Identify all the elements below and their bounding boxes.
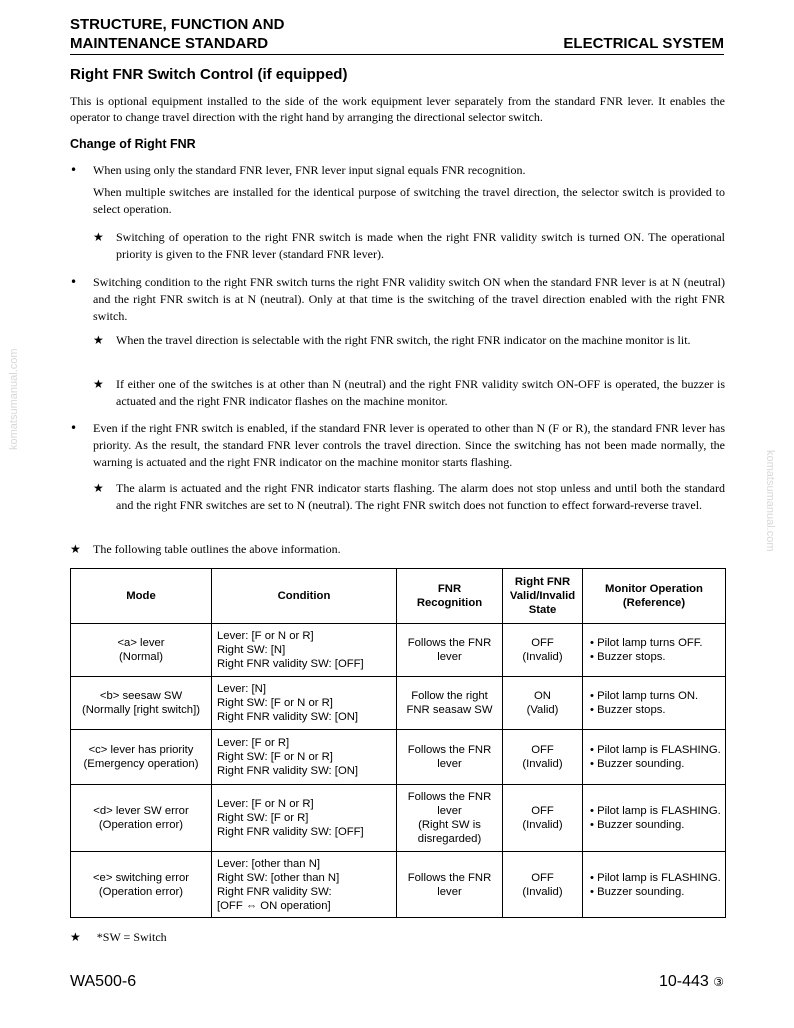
star-marker: ★ bbox=[93, 377, 104, 391]
bullet-marker: • bbox=[70, 421, 78, 435]
star-note-1: Switching of operation to the right FNR switch is made when the right FNR validity switch is turned ON. The operational priority is given to the FNR lever (standard FNR lever). bbox=[116, 230, 725, 261]
bullet-marker: • bbox=[70, 163, 78, 177]
table-row bbox=[71, 730, 726, 785]
cell-mode: <a> lever (Normal) bbox=[71, 624, 212, 677]
intro-paragraph: This is optional equipment installed to the side of the work equipment lever separately from the standard FNR lever. It enables the operator to change travel direction with the right hand by arranging the directional selector switch. bbox=[70, 94, 725, 124]
model-number: WA500-6 bbox=[70, 973, 137, 990]
cell-mode: <b> seesaw SW (Normally [right switch]) bbox=[71, 677, 212, 730]
subsection-title: Change of Right FNR bbox=[70, 137, 196, 151]
section-title: Right FNR Switch Control (if equipped) bbox=[70, 66, 348, 83]
table-row bbox=[71, 785, 726, 852]
cell-recognition: Follows the FNR lever bbox=[397, 730, 503, 785]
header-line-2: MAINTENANCE STANDARD bbox=[70, 35, 269, 52]
cell-state: ON (Valid) bbox=[503, 677, 583, 730]
cell-monitor: • Pilot lamp is FLASHING. • Buzzer sounding. bbox=[583, 785, 726, 852]
cell-mode: <d> lever SW error (Operation error) bbox=[71, 785, 212, 852]
bullet-text-2: Switching condition to the right FNR switch turns the right FNR validity switch ON when the standard FNR lever is at N (neutral) and the right FNR switch is at N (neutral). Only at that time is the switching of the travel direction enabled with the right FNR switch. bbox=[93, 275, 725, 323]
col-header-condition: Condition bbox=[212, 569, 397, 624]
cell-state: OFF (Invalid) bbox=[503, 852, 583, 918]
table-row bbox=[71, 852, 726, 918]
cell-condition: Lever: [N] Right SW: [F or N or R] Right FNR validity SW: [ON] bbox=[212, 677, 397, 730]
table-header-row bbox=[71, 569, 726, 624]
col-header-recognition: FNR Recognition bbox=[397, 569, 503, 624]
bullet-text-1-cont: When multiple switches are installed for the identical purpose of switching the travel direction, the selector switch is provided to select operation. bbox=[93, 185, 725, 216]
bullet-marker: • bbox=[70, 275, 78, 289]
cell-state: OFF (Invalid) bbox=[503, 730, 583, 785]
revision-mark: ③ bbox=[713, 975, 724, 989]
cell-condition: Lever: [F or R] Right SW: [F or N or R] Right FNR validity SW: [ON] bbox=[212, 730, 397, 785]
col-header-monitor: Monitor Operation (Reference) bbox=[583, 569, 726, 624]
page-number-text: 10-443 bbox=[658, 973, 709, 990]
cell-condition: Lever: [F or N or R] Right SW: [N] Right FNR validity SW: [OFF] bbox=[212, 624, 397, 677]
watermark-right: komatsumanual.com bbox=[764, 450, 776, 552]
cell-monitor: • Pilot lamp is FLASHING. • Buzzer sounding. bbox=[583, 852, 726, 918]
header-chapter: ELECTRICAL SYSTEM bbox=[563, 35, 724, 52]
cell-state: OFF (Invalid) bbox=[503, 624, 583, 677]
footnote bbox=[70, 930, 167, 945]
star-marker: ★ bbox=[70, 542, 81, 556]
bullet-text-3: Even if the right FNR switch is enabled, if the standard FNR lever is operated to other than N (F or R), the standard FNR lever has priority. As the result, the standard FNR lever controls the travel direction. Since the switching has not been made normally, the warning is actuated and the right FNR indicator on the machine monitor starts flashing. bbox=[93, 421, 725, 469]
table-row bbox=[71, 624, 726, 677]
header-section-title bbox=[70, 15, 284, 53]
cell-recognition: Follows the FNR lever bbox=[397, 624, 503, 677]
cell-monitor: • Pilot lamp is FLASHING. • Buzzer sounding. bbox=[583, 730, 726, 785]
star-marker: ★ bbox=[93, 230, 104, 244]
header-line-1: STRUCTURE, FUNCTION AND bbox=[70, 16, 285, 33]
cell-state: OFF (Invalid) bbox=[503, 785, 583, 852]
header-divider bbox=[70, 54, 724, 55]
star-marker: ★ bbox=[93, 333, 104, 347]
cell-recognition: Follows the FNR lever bbox=[397, 852, 503, 918]
fnr-mode-table bbox=[70, 568, 726, 918]
star-note-2: When the travel direction is selectable with the right FNR switch, the right FNR indicator on the machine monitor is lit. bbox=[116, 333, 691, 347]
cell-monitor: • Pilot lamp turns ON. • Buzzer stops. bbox=[583, 677, 726, 730]
page-number bbox=[659, 973, 724, 991]
cell-condition: Lever: [F or N or R] Right SW: [F or R] Right FNR validity SW: [OFF] bbox=[212, 785, 397, 852]
cell-mode: <c> lever has priority (Emergency operation) bbox=[71, 730, 212, 785]
col-header-mode: Mode bbox=[71, 569, 212, 624]
cell-condition: Lever: [other than N] Right SW: [other than N] Right FNR validity SW: [OFF ⇔ ON operation] bbox=[212, 852, 397, 918]
star-marker: ★ bbox=[70, 930, 81, 944]
star-marker: ★ bbox=[93, 481, 104, 495]
table-intro: The following table outlines the above information. bbox=[93, 542, 341, 556]
cell-mode: <e> switching error (Operation error) bbox=[71, 852, 212, 918]
star-note-3: If either one of the switches is at other than N (neutral) and the right FNR validity switch ON-OFF is operated, the buzzer is actuated and the right FNR indicator flashes on the machine monitor. bbox=[116, 377, 725, 408]
footnote-text: *SW = Switch bbox=[96, 930, 167, 944]
bullet-text-1: When using only the standard FNR lever, FNR lever input signal equals FNR recognition. bbox=[93, 163, 526, 177]
cell-recognition: Follow the right FNR seasaw SW bbox=[397, 677, 503, 730]
table-row bbox=[71, 677, 726, 730]
cell-recognition: Follows the FNR lever (Right SW is disregarded) bbox=[397, 785, 503, 852]
col-header-valid-state: Right FNR Valid/Invalid State bbox=[503, 569, 583, 624]
star-note-4: The alarm is actuated and the right FNR indicator starts flashing. The alarm does not stop unless and until both the standard and the right FNR switches are set to N (neutral). The right FNR switch does not function to effect forward-reverse travel. bbox=[116, 481, 725, 512]
cell-monitor: • Pilot lamp turns OFF. • Buzzer stops. bbox=[583, 624, 726, 677]
watermark-left: komatsumanual.com bbox=[8, 348, 20, 450]
